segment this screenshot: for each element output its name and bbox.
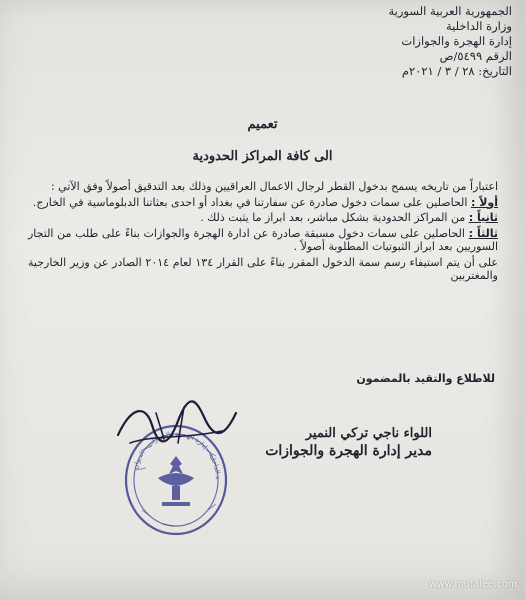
document-date: التاريخ: ٢٨ / ٣ / ٢٠٢١م xyxy=(401,64,512,78)
site-watermark: www.mutalee.com xyxy=(429,579,517,590)
closing-line: للاطلاع والتقيد بالمضمون xyxy=(356,372,495,385)
item-text: الحاصلين على سمات دخول مسبقة صادرة عن ادارة الهجرة والجوازات بناءً على طلب من التجار السوريين بعد ابراز الثبوتيات المطلوبة أصولاً . xyxy=(28,226,498,253)
item-text: من المراكز الحدودية بشكل مباشر، بعد ابراز ما يثبت ذلك . xyxy=(200,211,466,224)
stamp-text: ة الداخلية - إدارة الهجرة والجوازات - الديوان xyxy=(131,429,223,480)
item-label: ثالثاً : xyxy=(468,226,498,240)
body-fee-note: على أن يتم استيفاء رسم سمة الدخول المقرر بناءً على القرار ١٣٤ لعام ٢٠١٤ الصادر عن وزير الخارجية والمغتربين xyxy=(28,255,498,282)
body-item-2 xyxy=(28,211,498,225)
reference-number: الرقم ٥٤٩٩/ص xyxy=(439,49,512,63)
signature-block xyxy=(222,426,432,460)
signatory-name: اللواء ناجي تركي النمير xyxy=(305,426,432,441)
document-addressee: الى كافة المراكز الحدودية xyxy=(192,149,333,164)
body-item-1 xyxy=(28,196,498,210)
letterhead xyxy=(330,4,512,79)
document-body xyxy=(28,180,498,285)
item-label: ثانياً : xyxy=(468,211,498,224)
item-label: أولاً : xyxy=(470,195,498,209)
signatory-title: مدير إدارة الهجرة والجوازات xyxy=(265,443,432,459)
country-name: الجمهورية العربية السورية xyxy=(388,4,512,18)
body-item-3 xyxy=(28,227,498,254)
body-intro: اعتباراً من تاريخه يسمح بدخول القطر لرجال الاعمال العراقيين وذلك بعد التدقيق أصولاً وفق الآتي : xyxy=(50,180,498,193)
ministry-name: وزارة الداخلية xyxy=(445,19,512,33)
department-name: إدارة الهجرة والجوازات xyxy=(401,34,512,48)
document-heading: تعميم xyxy=(247,117,278,132)
item-text: الحاصلين على سمات دخول صادرة عن سفارتنا في بغداد أو احدى بعثاتنا الدبلوماسية في الخارج. xyxy=(32,195,468,209)
